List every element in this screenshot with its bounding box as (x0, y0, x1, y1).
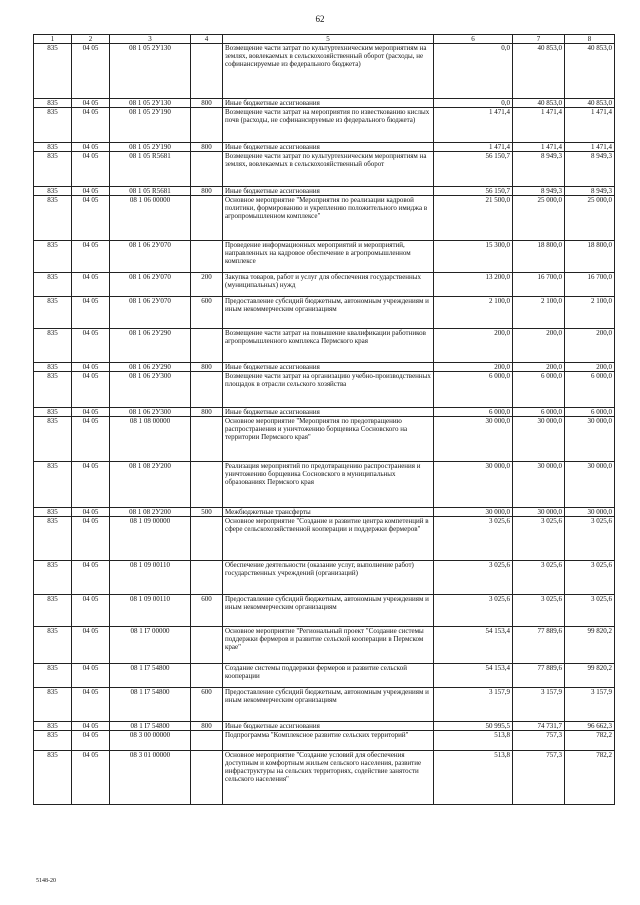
cell-name: Межбюджетные трансферты (223, 508, 434, 517)
table-row (34, 462, 615, 508)
cell-amount-col7: 6 000,0 (513, 408, 565, 417)
cell-name: Возмещение части затрат на организацию учебно-производственных площадок в отрасли сельского хозяйства (223, 372, 434, 408)
cell-amount-col7: 8 949,3 (513, 187, 565, 196)
cell-amount-col8: 96 662,3 (565, 722, 615, 731)
cell-ministry-code: 835 (34, 751, 72, 805)
cell-amount-col7: 77 889,6 (513, 664, 565, 688)
cell-ministry-code: 835 (34, 152, 72, 187)
cell-section-code: 04 05 (72, 363, 110, 372)
cell-target-code: 08 3 01 00000 (110, 751, 191, 805)
cell-amount-col8: 8 949,3 (565, 187, 615, 196)
table-row (34, 152, 615, 187)
cell-name: Иные бюджетные ассигнования (223, 99, 434, 108)
cell-section-code: 04 05 (72, 241, 110, 273)
cell-ministry-code: 835 (34, 108, 72, 143)
cell-amount-col7: 30 000,0 (513, 508, 565, 517)
cell-ministry-code: 835 (34, 372, 72, 408)
cell-target-code: 08 1 05 2У190 (110, 108, 191, 143)
cell-ministry-code: 835 (34, 595, 72, 627)
cell-section-code: 04 05 (72, 44, 110, 99)
cell-name: Иные бюджетные ассигнования (223, 408, 434, 417)
cell-ministry-code: 835 (34, 627, 72, 664)
cell-amount-col6: 54 153,4 (434, 627, 513, 664)
cell-amount-col8: 8 949,3 (565, 152, 615, 187)
cell-amount-col6: 56 150,7 (434, 152, 513, 187)
table-row (34, 196, 615, 241)
table-row (34, 417, 615, 462)
cell-amount-col8: 2 100,0 (565, 297, 615, 329)
cell-target-code: 08 1 05 R5681 (110, 187, 191, 196)
cell-amount-col8: 25 000,0 (565, 196, 615, 241)
cell-target-code: 08 1 I7 54800 (110, 688, 191, 722)
cell-name: Проведение информационных мероприятий и мероприятий, направленных на кадровое обеспечение в агропромышленном комплексе (223, 241, 434, 273)
cell-name: Создание системы поддержки фермеров и развитие сельской кооперации (223, 664, 434, 688)
table-row (34, 595, 615, 627)
cell-amount-col7: 200,0 (513, 329, 565, 363)
cell-ministry-code: 835 (34, 731, 72, 751)
cell-target-code: 08 1 06 00000 (110, 196, 191, 241)
header-cell-col1: 1 (34, 35, 72, 44)
cell-ministry-code: 835 (34, 363, 72, 372)
cell-section-code: 04 05 (72, 688, 110, 722)
cell-ministry-code: 835 (34, 44, 72, 99)
table-row (34, 731, 615, 751)
table-row (34, 329, 615, 363)
cell-amount-col8: 40 853,0 (565, 44, 615, 99)
cell-expense-type: 800 (191, 99, 223, 108)
cell-ministry-code: 835 (34, 241, 72, 273)
table-row (34, 143, 615, 152)
cell-section-code: 04 05 (72, 731, 110, 751)
cell-target-code: 08 1 05 R5681 (110, 152, 191, 187)
cell-name: Возмещение части затрат по культуртехническим мероприятиям на землях, вовлекаемых в сельскохозяйственный оборот (223, 152, 434, 187)
cell-amount-col6: 13 200,0 (434, 273, 513, 297)
cell-amount-col7: 8 949,3 (513, 152, 565, 187)
cell-amount-col7: 757,3 (513, 751, 565, 805)
cell-amount-col6: 3 025,6 (434, 595, 513, 627)
cell-amount-col8: 782,2 (565, 731, 615, 751)
cell-amount-col8: 40 853,0 (565, 99, 615, 108)
cell-target-code: 08 3 00 00000 (110, 731, 191, 751)
cell-ministry-code: 835 (34, 517, 72, 561)
cell-amount-col6: 30 000,0 (434, 462, 513, 508)
cell-amount-col8: 30 000,0 (565, 508, 615, 517)
cell-target-code: 08 1 06 2У290 (110, 329, 191, 363)
cell-ministry-code: 835 (34, 143, 72, 152)
cell-target-code: 08 1 09 00110 (110, 595, 191, 627)
cell-amount-col6: 0,0 (434, 99, 513, 108)
cell-target-code: 08 1 06 2У300 (110, 408, 191, 417)
cell-amount-col8: 99 820,2 (565, 664, 615, 688)
cell-amount-col8: 3 025,6 (565, 517, 615, 561)
cell-target-code: 08 1 06 2У070 (110, 273, 191, 297)
cell-amount-col7: 757,3 (513, 731, 565, 751)
table-row (34, 688, 615, 722)
header-cell-col7: 7 (513, 35, 565, 44)
cell-section-code: 04 05 (72, 152, 110, 187)
cell-ministry-code: 835 (34, 297, 72, 329)
cell-target-code: 08 1 06 2У070 (110, 241, 191, 273)
table-row (34, 363, 615, 372)
table-row (34, 372, 615, 408)
cell-target-code: 08 1 06 2У300 (110, 372, 191, 408)
cell-section-code: 04 05 (72, 561, 110, 595)
cell-amount-col8: 3 025,6 (565, 595, 615, 627)
cell-name: Основное мероприятие "Мероприятия по предотвращению распространения и уничтожению борщевика Сосновского на территории Пермского края" (223, 417, 434, 462)
cell-amount-col7: 30 000,0 (513, 417, 565, 462)
cell-section-code: 04 05 (72, 508, 110, 517)
cell-amount-col8: 3 157,9 (565, 688, 615, 722)
cell-name: Закупка товаров, работ и услуг для обеспечения государственных (муниципальных) нужд (223, 273, 434, 297)
cell-amount-col7: 18 800,0 (513, 241, 565, 273)
cell-amount-col7: 1 471,4 (513, 143, 565, 152)
cell-name: Предоставление субсидий бюджетным, автономным учреждениям и иным некоммерческим организациям (223, 688, 434, 722)
cell-target-code: 08 1 09 00110 (110, 561, 191, 595)
cell-amount-col7: 3 025,6 (513, 595, 565, 627)
cell-amount-col7: 2 100,0 (513, 297, 565, 329)
cell-amount-col8: 99 820,2 (565, 627, 615, 664)
cell-name: Возмещение части затрат на мероприятия по известкованию кислых почв (расходы, не софинансируемые из федерального бюджета) (223, 108, 434, 143)
cell-section-code: 04 05 (72, 417, 110, 462)
cell-target-code: 08 1 08 2У200 (110, 462, 191, 508)
cell-amount-col8: 200,0 (565, 363, 615, 372)
footer-code: 5148-20 (36, 878, 56, 884)
cell-amount-col8: 30 000,0 (565, 462, 615, 508)
cell-amount-col6: 513,8 (434, 731, 513, 751)
cell-amount-col6: 50 995,5 (434, 722, 513, 731)
cell-section-code: 04 05 (72, 462, 110, 508)
cell-amount-col7: 74 731,7 (513, 722, 565, 731)
table-row (34, 241, 615, 273)
cell-name: Возмещение части затрат на повышение квалификации работников агропромышленного комплекса Пермского края (223, 329, 434, 363)
cell-amount-col6: 1 471,4 (434, 108, 513, 143)
cell-amount-col7: 3 157,9 (513, 688, 565, 722)
cell-target-code: 08 1 06 2У070 (110, 297, 191, 329)
cell-expense-type: 600 (191, 595, 223, 627)
cell-expense-type (191, 329, 223, 363)
cell-ministry-code: 835 (34, 196, 72, 241)
cell-amount-col8: 200,0 (565, 329, 615, 363)
cell-ministry-code: 835 (34, 417, 72, 462)
cell-amount-col6: 1 471,4 (434, 143, 513, 152)
cell-expense-type (191, 561, 223, 595)
cell-expense-type (191, 462, 223, 508)
cell-expense-type: 800 (191, 143, 223, 152)
cell-target-code: 08 1 05 2У190 (110, 143, 191, 152)
cell-amount-col6: 200,0 (434, 329, 513, 363)
cell-amount-col7: 40 853,0 (513, 44, 565, 99)
cell-expense-type (191, 517, 223, 561)
cell-expense-type (191, 417, 223, 462)
cell-amount-col6: 3 025,6 (434, 561, 513, 595)
cell-target-code: 08 1 I7 54800 (110, 664, 191, 688)
cell-expense-type (191, 196, 223, 241)
cell-amount-col7: 6 000,0 (513, 372, 565, 408)
cell-target-code: 08 1 08 00000 (110, 417, 191, 462)
cell-expense-type (191, 372, 223, 408)
cell-target-code: 08 1 08 2У200 (110, 508, 191, 517)
cell-expense-type (191, 152, 223, 187)
cell-amount-col8: 6 000,0 (565, 408, 615, 417)
cell-expense-type (191, 241, 223, 273)
cell-name: Иные бюджетные ассигнования (223, 143, 434, 152)
cell-name: Возмещение части затрат по культуртехническим мероприятиям на землях, вовлекаемых в сельскохозяйственный оборот (расходы, не софинансируемые из федерального бюджета) (223, 44, 434, 99)
cell-amount-col6: 54 153,4 (434, 664, 513, 688)
cell-amount-col6: 56 150,7 (434, 187, 513, 196)
cell-ministry-code: 835 (34, 273, 72, 297)
cell-name: Обеспечение деятельности (оказание услуг, выполнение работ) государственных учреждений (организаций) (223, 561, 434, 595)
cell-amount-col6: 3 025,6 (434, 517, 513, 561)
cell-expense-type: 500 (191, 508, 223, 517)
cell-amount-col6: 3 157,9 (434, 688, 513, 722)
cell-amount-col6: 200,0 (434, 363, 513, 372)
cell-expense-type (191, 108, 223, 143)
cell-name: Иные бюджетные ассигнования (223, 187, 434, 196)
cell-amount-col7: 30 000,0 (513, 462, 565, 508)
cell-ministry-code: 835 (34, 722, 72, 731)
cell-section-code: 04 05 (72, 273, 110, 297)
table-row (34, 517, 615, 561)
cell-name: Основное мероприятие "Региональный проект "Создание системы поддержки фермеров и развитие сельской кооперации в Пермском крае" (223, 627, 434, 664)
cell-amount-col7: 3 025,6 (513, 561, 565, 595)
cell-expense-type (191, 44, 223, 99)
cell-ministry-code: 835 (34, 508, 72, 517)
cell-amount-col7: 77 889,6 (513, 627, 565, 664)
cell-expense-type: 800 (191, 408, 223, 417)
table-row (34, 273, 615, 297)
cell-ministry-code: 835 (34, 561, 72, 595)
cell-amount-col7: 200,0 (513, 363, 565, 372)
cell-section-code: 04 05 (72, 595, 110, 627)
cell-amount-col6: 21 500,0 (434, 196, 513, 241)
header-cell-col8: 8 (565, 35, 615, 44)
header-cell-col2: 2 (72, 35, 110, 44)
cell-target-code: 08 1 05 2У130 (110, 99, 191, 108)
table-row (34, 108, 615, 143)
cell-ministry-code: 835 (34, 187, 72, 196)
cell-amount-col6: 0,0 (434, 44, 513, 99)
cell-amount-col7: 16 700,0 (513, 273, 565, 297)
cell-ministry-code: 835 (34, 462, 72, 508)
table-row (34, 408, 615, 417)
cell-amount-col8: 1 471,4 (565, 143, 615, 152)
budget-table (33, 34, 615, 805)
table-row (34, 664, 615, 688)
cell-target-code: 08 1 06 2У290 (110, 363, 191, 372)
header-cell-col4: 4 (191, 35, 223, 44)
cell-expense-type: 600 (191, 688, 223, 722)
cell-name: Основное мероприятие "Создание и развитие центра компетенций в сфере сельскохозяйственной кооперации и поддержки фермеров" (223, 517, 434, 561)
cell-amount-col8: 1 471,4 (565, 108, 615, 143)
cell-expense-type: 800 (191, 363, 223, 372)
table-row (34, 99, 615, 108)
header-cell-col5: 5 (223, 35, 434, 44)
cell-amount-col6: 2 100,0 (434, 297, 513, 329)
header-cell-col3: 3 (110, 35, 191, 44)
cell-ministry-code: 835 (34, 99, 72, 108)
table-row (34, 297, 615, 329)
cell-section-code: 04 05 (72, 297, 110, 329)
cell-amount-col6: 15 300,0 (434, 241, 513, 273)
cell-target-code: 08 1 09 00000 (110, 517, 191, 561)
cell-name: Предоставление субсидий бюджетным, автономным учреждениям и иным некоммерческим организациям (223, 297, 434, 329)
cell-ministry-code: 835 (34, 329, 72, 363)
cell-amount-col8: 30 000,0 (565, 417, 615, 462)
cell-section-code: 04 05 (72, 751, 110, 805)
cell-amount-col6: 513,8 (434, 751, 513, 805)
cell-name: Основное мероприятие "Мероприятия по реализации кадровой политики, формированию и укреплению положительного имиджа в агропромышленном комплексе" (223, 196, 434, 241)
cell-ministry-code: 835 (34, 688, 72, 722)
cell-name: Иные бюджетные ассигнования (223, 363, 434, 372)
cell-amount-col7: 3 025,6 (513, 517, 565, 561)
cell-amount-col6: 30 000,0 (434, 417, 513, 462)
cell-expense-type (191, 751, 223, 805)
cell-amount-col8: 16 700,0 (565, 273, 615, 297)
cell-amount-col8: 782,2 (565, 751, 615, 805)
cell-section-code: 04 05 (72, 408, 110, 417)
cell-expense-type: 600 (191, 297, 223, 329)
cell-name: Иные бюджетные ассигнования (223, 722, 434, 731)
cell-section-code: 04 05 (72, 329, 110, 363)
cell-target-code: 08 1 05 2У130 (110, 44, 191, 99)
cell-amount-col8: 6 000,0 (565, 372, 615, 408)
cell-section-code: 04 05 (72, 722, 110, 731)
cell-section-code: 04 05 (72, 99, 110, 108)
cell-section-code: 04 05 (72, 664, 110, 688)
table-row (34, 561, 615, 595)
cell-name: Реализация мероприятий по предотвращению распространения и уничтожению борщевика Сосновского в муниципальных образованиях Пермского края (223, 462, 434, 508)
cell-amount-col7: 1 471,4 (513, 108, 565, 143)
cell-ministry-code: 835 (34, 408, 72, 417)
cell-expense-type (191, 627, 223, 664)
cell-amount-col8: 18 800,0 (565, 241, 615, 273)
cell-section-code: 04 05 (72, 143, 110, 152)
cell-section-code: 04 05 (72, 196, 110, 241)
table-row (34, 508, 615, 517)
cell-amount-col7: 25 000,0 (513, 196, 565, 241)
cell-name: Подпрограмма "Комплексное развитие сельских территорий" (223, 731, 434, 751)
cell-amount-col6: 6 000,0 (434, 372, 513, 408)
cell-name: Основное мероприятие "Создание условий для обеспечения доступным и комфортным жильем сельского населения, развитие инфраструктуры на сельских территориях, содействие занятости сельского населения" (223, 751, 434, 805)
table-row (34, 751, 615, 805)
page-number: 62 (315, 14, 325, 24)
table-row (34, 44, 615, 99)
cell-amount-col8: 3 025,6 (565, 561, 615, 595)
cell-name: Предоставление субсидий бюджетным, автономным учреждениям и иным некоммерческим организациям (223, 595, 434, 627)
cell-expense-type: 200 (191, 273, 223, 297)
table-row (34, 187, 615, 196)
cell-target-code: 08 1 I7 00000 (110, 627, 191, 664)
cell-section-code: 04 05 (72, 108, 110, 143)
cell-amount-col6: 30 000,0 (434, 508, 513, 517)
cell-section-code: 04 05 (72, 372, 110, 408)
cell-amount-col7: 40 853,0 (513, 99, 565, 108)
cell-expense-type (191, 664, 223, 688)
cell-expense-type: 800 (191, 187, 223, 196)
cell-section-code: 04 05 (72, 187, 110, 196)
table-row (34, 627, 615, 664)
cell-expense-type (191, 731, 223, 751)
cell-section-code: 04 05 (72, 517, 110, 561)
cell-target-code: 08 1 I7 54800 (110, 722, 191, 731)
table-row (34, 722, 615, 731)
header-cell-col6: 6 (434, 35, 513, 44)
cell-ministry-code: 835 (34, 664, 72, 688)
header-row (34, 35, 615, 44)
cell-section-code: 04 05 (72, 627, 110, 664)
cell-amount-col6: 6 000,0 (434, 408, 513, 417)
cell-expense-type: 800 (191, 722, 223, 731)
